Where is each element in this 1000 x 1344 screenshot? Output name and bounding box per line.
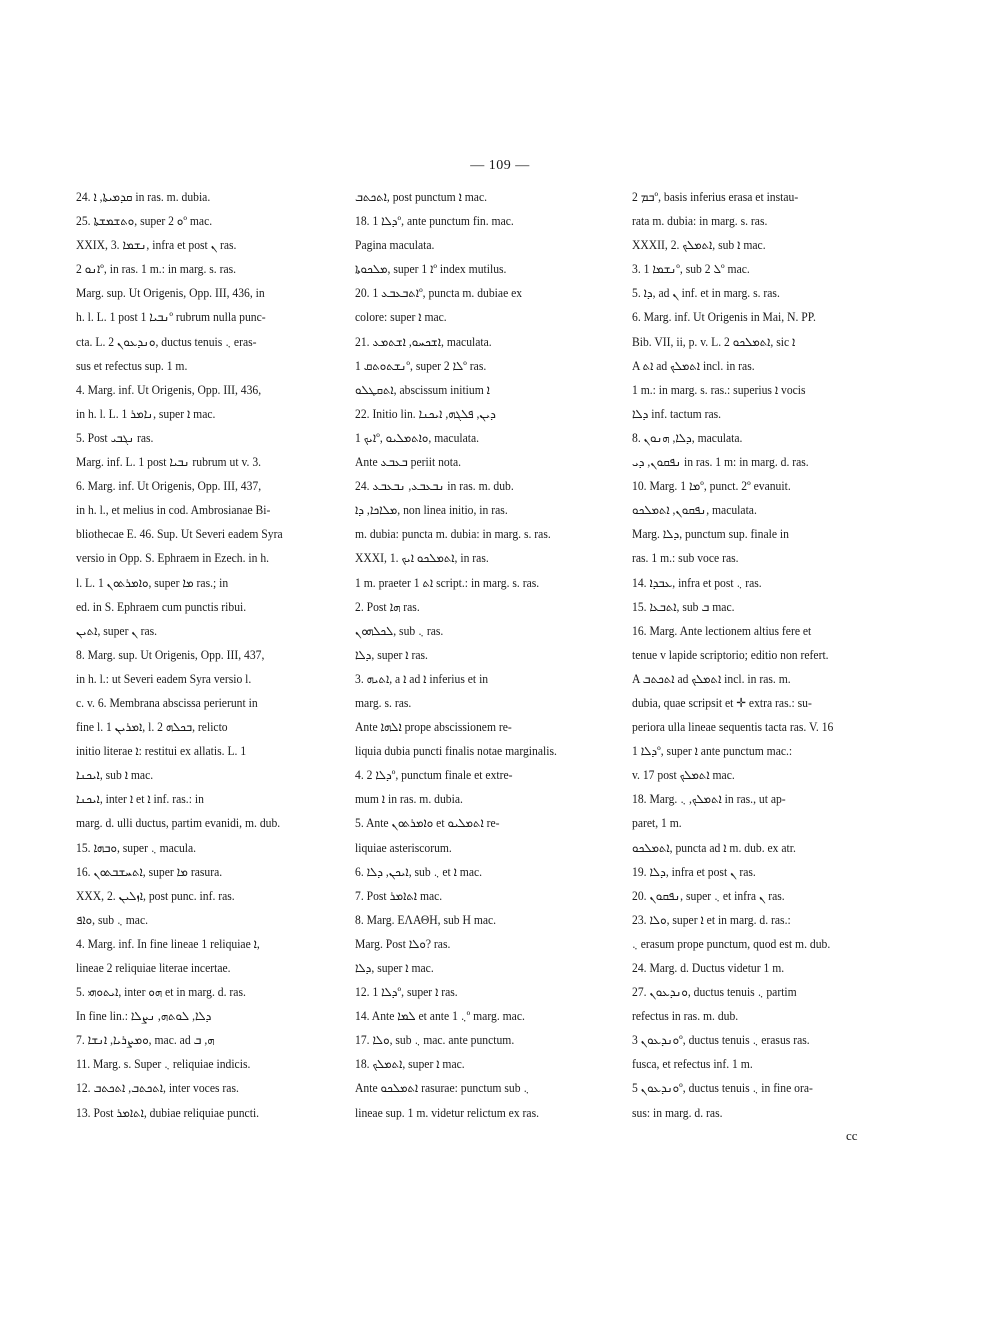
text-line: colore: super ܐ mac. xyxy=(355,310,447,325)
text-line: v. 17 post ܐܬܡܠܟ mac. xyxy=(632,768,735,783)
text-line: XXIX, 3. ܢܫܡܐ, infra et post ܢ ras. xyxy=(76,238,237,253)
column-left xyxy=(76,185,332,1125)
text-line: 14. ܥܒܕܐ, infra et post ܆ ras. xyxy=(632,575,762,590)
text-line: 1 m. praeter ܐܬ 1 script.: in marg. s. ras. xyxy=(355,575,540,590)
text-line: ܆ erasum prope punctum, quod est m. dub. xyxy=(632,936,831,951)
text-line: Ante ܒܥܒܥ periit nota. xyxy=(355,455,462,470)
text-line: m. dubia: puncta m. dubia: in marg. s. ras. xyxy=(355,527,551,542)
text-line: in h. l., et melius in cod. Ambrosianae Bi- xyxy=(76,503,271,518)
text-line: ܡܠܟܘܬܐ, super ܐ 1º index mutilus. xyxy=(355,262,507,277)
text-line: Marg. ܕܠܐ, punctum sup. finale in xyxy=(632,527,789,542)
text-line: Pagina maculata. xyxy=(355,238,435,253)
column-middle xyxy=(355,185,608,1125)
text-line: A ܐܬܟܬܒ ad ܐܬܡܠܟ incl. in ras. m. xyxy=(632,671,791,686)
text-line: h. l. L. 1 post ܢܒܝܐ 1º rubrum nulla punc- xyxy=(76,310,266,325)
text-line: ܒܡ 2º, basis inferius erasa et instau- xyxy=(632,190,799,204)
text-line: in h. l. L. 1 ܢܐܡܪ, super ܐ mac. xyxy=(76,406,216,421)
text-line: mum ܐ in ras. m. dubia. xyxy=(355,792,463,807)
text-line: 17. ܘܠܐ, sub ܆ mac. ante punctum. xyxy=(355,1033,515,1048)
text-line: ܐܬܝܢ, super ܢ ras. xyxy=(76,623,158,638)
text-line: ܐܝܟ 1º, ܘܐܬܡܠܝܘ, maculata. xyxy=(355,430,480,445)
text-line: versio in Opp. S. Ephraem in Ezech. in h. xyxy=(76,551,270,566)
text-line: liquia dubia puncti finalis notae marginalis. xyxy=(355,744,557,759)
text-line: ras. 1 m.: sub voce ras. xyxy=(632,551,739,566)
text-line: ܢܦܩܘܢ, ܕܝ in ras. 1 m: in marg. d. ras. xyxy=(632,455,809,470)
text-line: refectus in ras. m. dub. xyxy=(632,1009,739,1024)
text-line: ܐܝܟܢܐ, sub ܐ mac. xyxy=(76,768,154,783)
text-line: 6. Marg. inf. Ut Origenis, Opp. III, 437, xyxy=(76,479,262,494)
text-line: 15. ܐܬܒܥܐ, sub ܒ mac. xyxy=(632,599,735,614)
text-line: ܘܢܕܥܘܢ 3º, ductus tenuis ܆ erasus ras. xyxy=(632,1033,810,1048)
text-line: 8. Marg. sup. Ut Origenis, Opp. III, 437, xyxy=(76,647,265,662)
text-line: A ܐܬ ad ܐܬܡܠܟ incl. in ras. xyxy=(632,358,755,373)
text-line: 5. ܕܐ, ad ܢ inf. et in marg. s. ras. xyxy=(632,286,780,301)
catchword: cc xyxy=(846,1128,858,1143)
text-line: tenue v lapide scriptorio; editio non refert. xyxy=(632,647,829,662)
text-line: 22. Initio lin. ܕܝܢ, ܦܠܓܗ, ܐܝܟܢܐ xyxy=(355,406,496,421)
text-line: 21. ܐܫܟܚܘ, ܐܫܬܡܥ, maculata. xyxy=(355,334,492,349)
text-line: ܢܫܬܘܬܩ 1º, super ܠܐ 2º ras. xyxy=(355,358,487,373)
text-line: 1 m.: in marg. s. ras.: superius ܐ vocis xyxy=(632,382,806,397)
text-line: 16. Marg. Ante lectionem altius fere et xyxy=(632,623,812,638)
text-line: fine l. 1 ܐܡܪܝܢ, l. 2 ܒܟܠܗ, relicto xyxy=(76,720,228,735)
text-line: in h. l.: ut Severi eadem Syra versio l. xyxy=(76,671,252,686)
text-line: 16. ܐܬܚܫܒܬܘܢ, super ܡܐ rasura. xyxy=(76,864,223,879)
text-line: ܢܦܩܘܢ, ܐܬܡܠܟܘ, maculata. xyxy=(632,503,757,518)
text-line: dubia, quae scripsit et ✛ extra ras.: su- xyxy=(632,695,812,710)
text-line: ܐܝܟܢܐ, inter ܐ et ܐ inf. ras.: in xyxy=(76,792,204,807)
text-line: Marg. inf. L. 1 post ܢܒܝܐ rubrum ut v. 3. xyxy=(76,455,262,470)
text-line: Ante ܐܠܗܐ prope abscissionem re- xyxy=(355,720,512,735)
text-line: 10. Marg. ܡܐ 1º, punct. 2º evanuit. xyxy=(632,479,791,494)
text-line: Ante ܐܬܡܠܟܘ rasurae: punctum sub ܆ xyxy=(355,1081,530,1096)
text-line: 25. ܘܬܫܡܫܬܐ, super ܘ 2º mac. xyxy=(76,214,213,229)
text-line: 23. ܘܠܐ, super ܐ et in marg. d. ras.: xyxy=(632,912,791,927)
text-line: 11. Marg. s. Super ܆ reliquiae indicis. xyxy=(76,1057,251,1072)
text-line: 8. Marg. ΕΛΑΘΗ, sub Η mac. xyxy=(355,912,497,927)
text-line: XXX, 2. ܐܙܠܝܢ, post punc. inf. ras. xyxy=(76,888,235,903)
text-line: Marg. sup. Ut Origenis, Opp. III, 436, in xyxy=(76,286,265,301)
text-line: 24. ܩܕܡܝܬܐ, ܐ in ras. m. dubia. xyxy=(76,190,211,204)
text-line: bliothecae E. 46. Sup. Ut Severi eadem Syra xyxy=(76,527,283,542)
text-line: rata m. dubia: in marg. s. ras. xyxy=(632,214,768,229)
text-line: 3. ܢܫܡܐ 1º, sub ܠ 2º mac. xyxy=(632,262,750,277)
text-line: periora ulla lineae sequentis tacta ras. V. 16 xyxy=(632,720,834,735)
text-line: marg. d. ulli ductus, partim evanidi, m. dub. xyxy=(76,816,281,831)
text-line: 15. ܘܒܗܐ, super ܆ macula. xyxy=(76,840,197,855)
text-line: ܕܠܐ, super ܐ mac. xyxy=(355,961,434,975)
text-line: 4. Marg. inf. Ut Origenis, Opp. III, 436, xyxy=(76,382,262,397)
text-line: 5. Ante ܘܐܡܪܬܘܢ et ܐܬܡܠܝܘ re- xyxy=(355,816,500,831)
text-line: ܐܢܘ 2º, in ras. 1 m.: in marg. s. ras. xyxy=(76,262,237,277)
text-line: sus: in marg. d. ras. xyxy=(632,1105,723,1120)
text-line: lineae 2 reliquiae literae incertae. xyxy=(76,961,231,975)
text-line: 2. Post ܗܐ ras. xyxy=(355,599,420,614)
text-line: 5. Post ܢܓܒܝ ras. xyxy=(76,430,154,445)
text-line: 18. ܐܬܡܠܟ, super ܐ mac. xyxy=(355,1057,465,1072)
text-line: 8. ܕܠܐ, ܗܢܘܢ, maculata. xyxy=(632,430,743,445)
text-line: ܕܠܐ inf. tactum ras. xyxy=(632,406,722,421)
text-line: Marg. Post ܘܠܐ? ras. xyxy=(355,936,451,951)
column-right xyxy=(632,185,885,1125)
text-line: 4. ܕܠܐ 2º, punctum finale et extre- xyxy=(355,768,513,783)
text-line: In fine lin.: ܕܠܐ, ܠܘܬܗ, ܢܨܠܐ xyxy=(76,1009,212,1024)
text-line: 18. ܕܠܐ 1º, ante punctum fin. mac. xyxy=(355,214,514,229)
text-line: 19. ܕܠܐ, infra et post ܢ ras. xyxy=(632,864,756,879)
text-line: 12. ܕܠܐ 1º, super ܐ ras. xyxy=(355,985,458,1000)
text-line: lineae sup. 1 m. videtur relictum ex ras. xyxy=(355,1105,540,1120)
text-line: 5. ܐܝܬܘܗܝ, inter ܗܘ et in marg. d. ras. xyxy=(76,985,246,1000)
text-line: initio literae ܐ: restitui ex allatis. L. 1 xyxy=(76,744,247,759)
text-line: l. L. 1 ܘܐܡܪܬܘܢ, super ܡܐ ras.; in xyxy=(76,575,229,590)
text-line: 13. Post ܐܬܐܡܪ, dubiae reliquiae puncti. xyxy=(76,1105,260,1120)
text-line: ܘܢܕܥܘܢ 5º, ductus tenuis ܆ in fine ora- xyxy=(632,1081,813,1096)
text-line: 20. ܐܬܒܥܒܥ 1º, puncta m. dubiae ex xyxy=(355,286,523,301)
text-line: paret, 1 m. xyxy=(632,816,682,831)
text-line: liquiae asteriscorum. xyxy=(355,840,452,855)
text-line: ܐܬܟܬܒ, post punctum ܐ mac. xyxy=(355,190,488,204)
text-line: 14. Ante ܠܡܐ et ante ܆ 1º marg. mac. xyxy=(355,1009,525,1024)
text-line: 7. ܘܡܨܪܝܐ, ܐܢܫܐ, mac. ad ܗ, ܒ xyxy=(76,1033,215,1048)
text-line: ܕܠܐ, super ܐ ras. xyxy=(355,647,428,662)
page-number: — 109 — xyxy=(470,158,530,173)
text-line: 3. ܐܬܝܗ, a ܐ ad ܐ inferius et in xyxy=(355,671,489,686)
text-line: ed. in S. Ephraem cum punctis ribui. xyxy=(76,599,247,614)
text-line: 6. ܐܝܟܢ, ܕܠܐ, sub ܆ et ܐ mac. xyxy=(355,864,483,879)
text-line: ܕܠܐ 1º, super ܐ ante punctum mac.: xyxy=(632,744,793,759)
text-line: 27. ܘܢܕܥܘܢ, ductus tenuis ܆ partim xyxy=(632,985,797,1000)
text-line: 24. Marg. d. Ductus videtur 1 m. xyxy=(632,961,785,975)
text-line: marg. s. ras. xyxy=(355,695,412,710)
text-line: c. v. 6. Membrana abscissa perierunt in xyxy=(76,695,258,710)
text-line: Bib. VII, ii, p. v. L. 2 ܐܬܡܠܟܘ, sic ܐ xyxy=(632,334,796,349)
text-line: ܐܬܩܛܠܘ, abscissum initium ܐ xyxy=(355,382,490,397)
text-line: 6. Marg. inf. Ut Origenis in Mai, N. PP. xyxy=(632,310,816,325)
text-line: 20. ܢܦܩܘܢ, super ܆ et infra ܢ ras. xyxy=(632,888,785,903)
text-line: ܡܠܐܟܐ, ܕܐ, non linea initio, in ras. xyxy=(355,503,508,518)
text-line: ܐܬܡܠܟܘ, puncta ad ܐ m. dub. ex atr. xyxy=(632,840,796,855)
text-line: ܠܟܠܗܘܢ, sub ܆ ras. xyxy=(355,623,444,638)
text-line: XXXII, 2. ܐܬܡܠܟ, sub ܐ mac. xyxy=(632,238,766,253)
text-line: XXXI, 1. ܐܬܡܠܟܘ ܐܝܟ, in ras. xyxy=(355,551,489,566)
text-line: 7. Post ܐܬܐܡܪ mac. xyxy=(355,888,443,903)
text-line: 18. Marg. ܐܬܡܠܟ, ܆ in ras., ut ap- xyxy=(632,792,786,807)
text-line: 12. ܐܬܟܬܒ, ܐܬܟܬܒ, inter voces ras. xyxy=(76,1081,239,1096)
text-line: 24. ܢܒܥܒܥ, ܢܒܥܒܥ in ras. m. dub. xyxy=(355,479,514,494)
text-line: 4. Marg. inf. In fine lineae 1 reliquiae ܐ, xyxy=(76,936,260,951)
text-line: fusca, et refectus inf. 1 m. xyxy=(632,1057,753,1072)
text-line: ܘܐܦ, sub ܆ mac. xyxy=(76,912,149,927)
text-line: sus et refectus sup. 1 m. xyxy=(76,358,188,373)
text-line: cta. L. 2 ܘܢܕܥܘܢ, ductus tenuis ܆ eras- xyxy=(76,334,257,349)
